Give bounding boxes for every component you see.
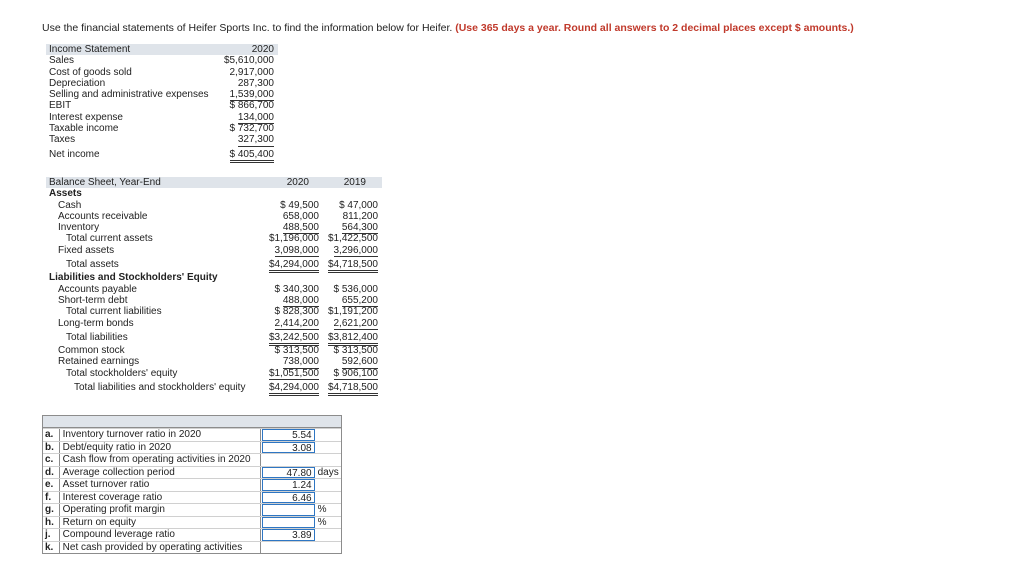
bs-label: Total assets <box>66 259 119 271</box>
answer-input-e[interactable]: 1.24 <box>262 479 315 491</box>
is-label: Sales <box>49 55 75 67</box>
bs-value-2020: $4,294,000 <box>269 382 319 396</box>
bs-value-2019: $ 536,000 <box>333 283 378 295</box>
answer-table <box>42 415 342 554</box>
income-statement-year: 2020 <box>251 44 274 55</box>
bs-value-2019: $ 47,000 <box>339 199 378 211</box>
is-label: Interest expense <box>49 111 123 123</box>
bs-value-2020: 488,500 <box>282 222 319 234</box>
answer-row-c <box>43 453 341 466</box>
row-letter: g. <box>43 504 60 516</box>
is-value: 287,300 <box>237 77 274 89</box>
bs-row-total-current-assets <box>46 233 382 244</box>
answer-row-e <box>43 478 341 491</box>
bs-label: Accounts payable <box>58 283 137 295</box>
bs-value-2019: $4,718,500 <box>328 259 378 273</box>
row-unit <box>316 479 341 491</box>
is-value: $ 866,700 <box>229 100 274 112</box>
bs-row-common-stock <box>46 345 382 356</box>
answer-row-g <box>43 503 341 516</box>
col-2019-header: 2019 <box>343 177 366 188</box>
bs-row-ar <box>46 211 382 222</box>
is-label: Selling and administrative expenses <box>49 89 209 101</box>
row-letter: b. <box>43 442 60 454</box>
bs-value-2020: $ 828,300 <box>274 306 319 318</box>
bs-value-2019: $1,422,500 <box>327 233 378 245</box>
bs-label: Common stock <box>58 345 125 357</box>
bs-value-2020: 738,000 <box>282 356 319 368</box>
bs-value-2019: 3,296,000 <box>333 244 378 256</box>
bs-value-2019: $4,718,500 <box>328 382 378 396</box>
row-unit <box>316 529 341 541</box>
row-question: Operating profit margin <box>60 504 261 516</box>
row-question: Asset turnover ratio <box>60 479 261 491</box>
bs-row-ap <box>46 284 382 295</box>
row-question: Return on equity <box>60 517 261 529</box>
bs-value-2020: $ 49,500 <box>280 199 319 211</box>
bs-label: Fixed assets <box>58 244 115 256</box>
bs-label: Long-term bonds <box>58 317 134 329</box>
bs-row-total-current-liabilities <box>46 306 382 317</box>
is-row-depreciation <box>46 78 278 89</box>
row-letter: f. <box>43 492 60 504</box>
bs-value-2019: $1,191,200 <box>327 306 378 318</box>
income-statement <box>46 44 278 160</box>
balance-sheet-header <box>46 177 382 188</box>
bs-label: Total current liabilities <box>66 306 162 318</box>
bs-row-retained-earnings <box>46 356 382 367</box>
row-question: Cash flow from operating activities in 2020 <box>60 454 261 466</box>
bs-value-2019: 811,200 <box>342 210 378 222</box>
bs-row-fixed-assets <box>46 245 382 256</box>
answer-row-h <box>43 516 341 529</box>
answer-input-j[interactable]: 3.89 <box>262 529 315 541</box>
row-unit: days <box>317 466 339 478</box>
row-unit: % <box>317 516 327 528</box>
row-letter: j. <box>43 529 60 541</box>
answer-input-b[interactable]: 3.08 <box>262 442 315 454</box>
row-letter: h. <box>43 517 60 529</box>
row-unit <box>316 492 341 504</box>
bs-row-inventory <box>46 222 382 233</box>
answer-row-b <box>43 441 341 454</box>
bs-row-short-term-debt <box>46 295 382 306</box>
is-row-taxable <box>46 123 278 134</box>
row-unit <box>316 542 341 554</box>
bs-row-total-equity <box>46 368 382 379</box>
answer-input-f[interactable]: 6.46 <box>262 492 315 504</box>
bs-label: Short-term debt <box>58 294 128 306</box>
row-question: Interest coverage ratio <box>60 492 261 504</box>
answer-cell-k <box>262 542 315 554</box>
bs-label: Total liabilities and stockholders' equity <box>74 382 246 394</box>
answer-input-h[interactable] <box>262 517 315 529</box>
bs-label: Inventory <box>58 222 100 234</box>
row-unit <box>316 429 341 441</box>
bs-label: Cash <box>58 199 82 211</box>
bs-row-long-term-bonds <box>46 318 382 329</box>
bs-value-2020: $1,051,500 <box>268 367 319 379</box>
is-value: 134,000 <box>237 111 274 123</box>
is-label: Taxes <box>49 134 76 146</box>
is-label: Taxable income <box>49 123 119 135</box>
row-letter: d. <box>43 467 60 479</box>
is-row-interest <box>46 112 278 123</box>
balance-sheet <box>46 177 382 393</box>
instruction-text: Use the financial statements of Heifer Sports Inc. to find the information below for Heifer. <box>42 22 456 34</box>
bs-value-2019: 564,300 <box>341 222 378 234</box>
row-question: Average collection period <box>60 467 261 479</box>
is-row-cogs <box>46 67 278 78</box>
row-letter: e. <box>43 479 60 491</box>
assets-title <box>46 188 382 199</box>
instructions <box>42 22 854 34</box>
bs-value-2019: 2,621,200 <box>333 317 378 329</box>
income-statement-title: Income Statement <box>49 44 131 55</box>
answer-row-d <box>43 466 341 479</box>
balance-sheet-title: Balance Sheet, Year-End <box>49 177 161 188</box>
bs-label: Total current assets <box>66 233 153 245</box>
bs-value-2019: $ 906,100 <box>333 367 378 379</box>
answer-table-header <box>43 416 341 428</box>
is-label: EBIT <box>49 100 72 112</box>
bs-value-2019: $3,812,400 <box>328 332 378 346</box>
answer-input-d[interactable]: 47.80 <box>262 467 315 479</box>
bs-value-2020: 658,000 <box>282 210 319 222</box>
col-2020-header: 2020 <box>286 177 309 188</box>
bs-label: Total stockholders' equity <box>66 367 178 379</box>
is-row-taxes <box>46 134 278 145</box>
is-row-sales <box>46 55 278 66</box>
bs-value-2020: $ 313,500 <box>274 345 319 357</box>
is-value: $ 405,400 <box>230 149 275 163</box>
row-letter: a. <box>43 429 60 441</box>
row-unit: % <box>317 504 327 515</box>
liabilities-title <box>46 272 382 283</box>
is-value: $5,610,000 <box>223 55 274 67</box>
is-label: Depreciation <box>49 77 106 89</box>
row-question: Compound leverage ratio <box>60 529 261 541</box>
is-row-sga <box>46 89 278 100</box>
bs-label: Accounts receivable <box>58 210 148 222</box>
bs-row-total-liabilities <box>46 332 382 343</box>
bs-value-2019: 592,600 <box>341 356 378 368</box>
instruction-emphasis: (Use 365 days a year. Round all answers to 2 decimal places except $ amounts.) <box>455 22 854 34</box>
row-unit <box>316 454 341 466</box>
bs-value-2020: $3,242,500 <box>269 332 319 346</box>
row-letter: c. <box>43 454 60 466</box>
bs-label: Total liabilities <box>66 331 128 343</box>
row-unit <box>316 442 341 454</box>
answer-cell-c <box>262 454 315 466</box>
is-row-ebit <box>46 100 278 111</box>
answer-row-a <box>43 428 341 441</box>
answer-input-g[interactable] <box>262 504 315 516</box>
row-question: Inventory turnover ratio in 2020 <box>60 429 261 441</box>
row-question: Debt/equity ratio in 2020 <box>60 442 261 454</box>
bs-row-cash <box>46 200 382 211</box>
is-value: 2,917,000 <box>229 66 274 78</box>
is-row-net-income <box>46 149 278 160</box>
bs-row-total-assets <box>46 259 382 270</box>
bs-row-total-liabilities-equity <box>46 382 382 393</box>
bs-value-2019: 655,200 <box>341 294 378 306</box>
answer-row-j <box>43 528 341 541</box>
bs-value-2019: $ 313,500 <box>333 345 378 357</box>
is-value: 327,300 <box>237 134 274 146</box>
is-value: 1,539,000 <box>229 89 274 101</box>
income-statement-header <box>46 44 278 55</box>
bs-value-2020: 3,098,000 <box>274 244 319 256</box>
bs-value-2020: $1,196,000 <box>268 233 319 245</box>
answer-input-a[interactable]: 5.54 <box>262 429 315 441</box>
is-label: Cost of goods sold <box>49 66 132 78</box>
bs-value-2020: 2,414,200 <box>274 317 319 329</box>
answer-row-k <box>43 541 341 554</box>
answer-row-f <box>43 491 341 504</box>
bs-value-2020: $ 340,300 <box>274 283 319 295</box>
bs-value-2020: 488,000 <box>282 294 319 306</box>
bs-label: Retained earnings <box>58 356 140 368</box>
liabilities-title-text: Liabilities and Stockholders' Equity <box>49 272 218 284</box>
bs-value-2020: $4,294,000 <box>269 259 319 273</box>
assets-title-text: Assets <box>49 188 82 200</box>
row-letter: k. <box>43 542 60 554</box>
is-label: Net income <box>49 148 100 160</box>
is-value: $ 732,700 <box>229 123 274 135</box>
row-question: Net cash provided by operating activities <box>60 542 261 554</box>
